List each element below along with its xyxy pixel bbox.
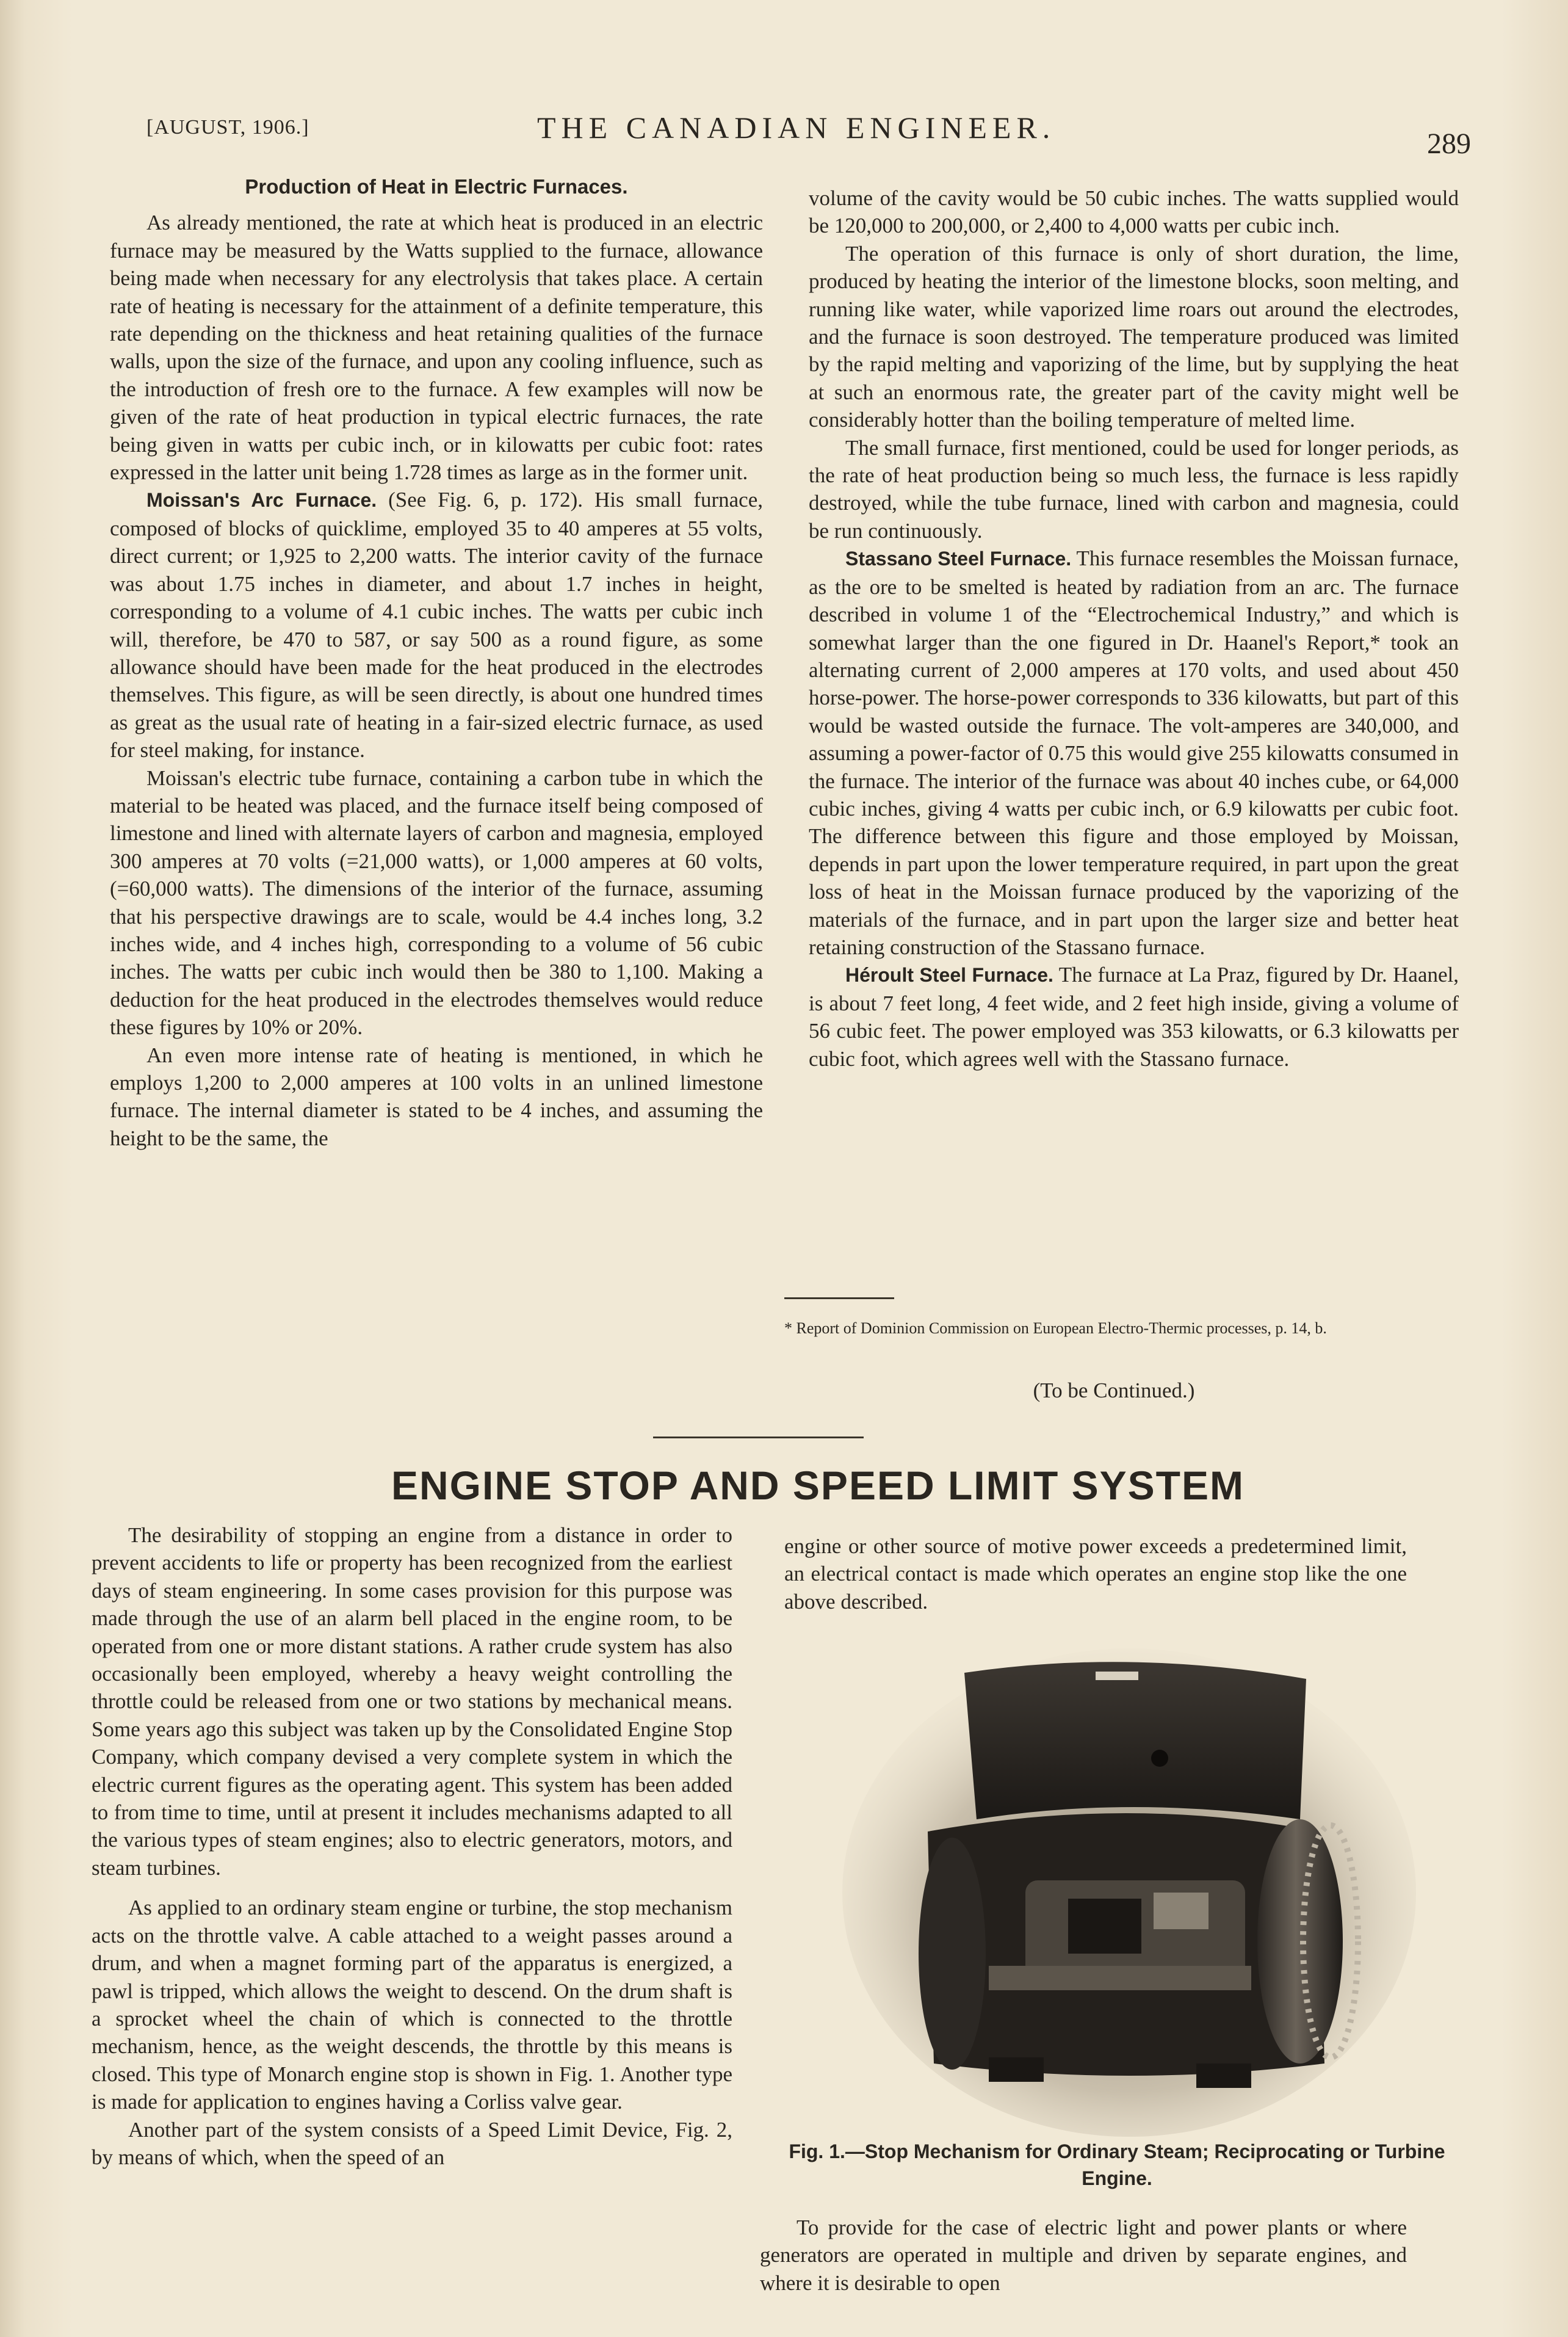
to-be-continued: (To be Continued.): [1033, 1379, 1195, 1402]
journal-title: THE CANADIAN ENGINEER.: [537, 111, 1056, 145]
article2-left-paragraph: The desirability of stopping an engine from a distance in order to prevent accidents to life or property has been recognized from the earliest days of steam engineering. In some cases provision for this purpose was made through the use of an alarm bell placed in the engine room, to be operated from one or more distant stations. A rather crude system has also occasionally been employed, whereby a heavy weight controlling the throttle could be released from one or two stations by mechanical means. Some years ago this subject was taken up by the Consolidated Engine Stop Company, which company devised a very complete system in which the electric current figures as the operating agent. This system has been added to from time to time, until at present it includes mechanisms adapted to all the various types of steam engines; also to electric generators, motors, and steam turbines.: [92, 1523, 732, 1880]
article2-right-bottom-text: To provide for the case of electric light and power plants or where generators are operated in multiple and driven by separate engines, and where it is desirable to open: [760, 2216, 1407, 2295]
article1-right-paragraph: [809, 545, 1459, 961]
article2-left-column: [92, 1521, 732, 2171]
article-separator: [653, 1437, 864, 1438]
run-in-heading: Stassano Steel Furnace.: [845, 548, 1072, 570]
page-number: 289: [1427, 128, 1471, 160]
issue-date: [AUGUST, 1906.]: [146, 116, 309, 139]
article2-right-bottom: [760, 2214, 1407, 2297]
article1-right-paragraph: [809, 961, 1459, 1073]
article1-right-paragraph: [809, 240, 1459, 434]
paragraph-text: Moissan's electric tube furnace, containing a carbon tube in which the material to be heated was placed, and the furnace itself being composed of limestone and lined with alternate layers of carbon and magnesia, employed 300 amperes at 70 volts (=21,000 watts), or 1,000 amperes at 60 volts, (=60,000 watts). The dimensions of the interior of the furnace, assuming that his perspective drawings are to scale, would be 4.4 inches long, 3.2 inches wide, and 4 inches high, corresponding to a volume of 56 cubic inches. The watts per cubic inch would then be 380 to 1,100. Making a deduction for the heat produced in the electrodes themselves would reduce these figures by 10% or 20%.: [110, 766, 763, 1040]
article1-left-paragraph: [110, 486, 763, 764]
article1-right-paragraph: [809, 184, 1459, 240]
paragraph-text: The small furnace, first mentioned, could be used for longer periods, as the rate of heat production being so much less, the furnace is less rapidly destroyed, while the tube furnace, lined with carbon and magnesia, could be run continuously.: [809, 435, 1459, 543]
figure-caption: Fig. 1.—Stop Mechanism for Ordinary Steam; Reciprocating or Turbine Engine.: [789, 2140, 1445, 2189]
article1-left-column: [110, 173, 763, 1152]
paragraph-text: volume of the cavity would be 50 cubic inches. The watts supplied would be 120,000 to 200,000, or 2,400 to 4,000 watts per cubic inch.: [809, 186, 1459, 238]
stop-mechanism-figure: [836, 1636, 1422, 2137]
paragraph-text: The operation of this furnace is only of short duration, the lime, produced by heating the interior of the limestone blocks, soon melting, and running like water, while vaporized lime roars out around the electrodes, and the furnace is soon destroyed. The temperature produced was limited by the rapid melting and vaporizing of the lime, but by supplying the heat at such an enormous rate, the greater part of the cavity might well be considerably hotter than the boiling temperature of melted lime.: [809, 241, 1459, 432]
article1-heading: Production of Heat in Electric Furnaces.: [245, 175, 628, 198]
article2-right-top: [784, 1532, 1407, 1615]
paragraph-text: This furnace resembles the Moissan furnace, as the ore to be smelted is heated by radiation from an arc. The furnace described in volume 1 of the “Electrochemical Industry,” and which is somewhat larger than the one figured in Dr. Haanel's Report,* took an alternating current of 2,000 amperes at 170 volts, and used about 450 horse-power. The horse-power corresponds to 336 kilowatts, but part of this would be wasted outside the furnace. The volt-amperes are 340,000, and assuming a power-factor of 0.75 this would give 255 kilowatts consumed in the furnace. The interior of the furnace was about 40 inches cube, or 64,000 cubic inches, giving 4 watts per cubic inch, or 6.9 kilowatts per cubic foot. The difference between this figure and those employed by Moissan, depends in part upon the lower temperature required, in part upon the great loss of heat in the Moissan furnace produced by the vaporizing of the materials of the furnace, and in part upon the larger size and better heat retaining construction of the Stassano furnace.: [809, 546, 1459, 959]
run-in-heading: Héroult Steel Furnace.: [845, 964, 1053, 987]
paragraph-text: (See Fig. 6, p. 172). His small furnace, composed of blocks of quicklime, employed 35 to 40 amperes at 55 volts, direct current; or 1,925 to 2,200 watts. The interior cavity of the furnace was about 1.75 inches in diameter, and about 1.7 inches in height, corresponding to a volume of 4.1 cubic inches. The watts per cubic inch will, therefore, be 470 to 587, or say 500 as a round figure, as some allowance should have been made for the heat produced in the electrodes themselves. This figure, as will be seen directly, is about one hundred times as great as the usual rate of heating in a fair-sized electric furnace, as used for steel making, for instance.: [110, 488, 763, 763]
footnote-rule: [784, 1297, 894, 1299]
article1-right-column: [809, 184, 1459, 1073]
article2-left-paragraph: Another part of the system consists of a Speed Limit Device, Fig. 2, by means of which, when the speed of an: [92, 2117, 732, 2169]
article1-left-paragraph: [110, 764, 763, 1042]
page-header: [146, 104, 1471, 159]
article1-left-paragraph: [110, 209, 763, 486]
paragraph-text: An even more intense rate of heating is mentioned, in which he employs 1,200 to 2,000 amperes at 100 volts in an unlined limestone furnace. The internal diameter is stated to be 4 inches, and assuming the height to be the same, the: [110, 1043, 763, 1150]
footnote: * Report of Dominion Commission on European Electro-Thermic processes, p. 14, b.: [784, 1319, 1327, 1337]
paragraph-text: The furnace at La Praz, figured by Dr. Haanel, is about 7 feet long, 4 feet wide, and 2 feet high inside, giving a volume of 56 cubic feet. The power employed was 353 kilowatts, or 6.3 kilowatts per cubic foot, which agrees well with the Stassano furnace.: [809, 963, 1459, 1071]
paragraph-text: As already mentioned, the rate at which heat is produced in an electric furnace may be measured by the Watts supplied to the furnace, allowance being made when necessary for any electrolysis that takes place. A certain rate of heating is necessary for the attainment of a definite temperature, this rate depending on the thickness and heat retaining qualities of the furnace walls, upon the size of the furnace, and upon any cooling influence, such as the introduction of fresh ore to the furnace. A few examples will now be given of the rate of heat production in typical electric furnaces, the rate being given in watts per cubic inch, or in kilowatts per cubic foot: rates expressed in the latter unit being 1.728 times as large as in the former unit.: [110, 211, 763, 485]
article2-left-paragraph: As applied to an ordinary steam engine or turbine, the stop mechanism acts on the throttle valve. A cable attached to a weight passes around a drum, and when a magnet forming part of the apparatus is energized, a pawl is tripped, which allows the weight to descend. On the drum shaft is a sprocket wheel the chain of which is connected to the throttle mechanism, hence, as the weight descends, the throttle by this means is closed. This type of Monarch engine stop is shown in Fig. 1. Another type is made for application to engines having a Corliss valve gear.: [92, 1896, 732, 2114]
article2-right-top-text: engine or other source of motive power exceeds a predetermined limit, an electrical contact is made which operates an engine stop like the one above described.: [784, 1534, 1407, 1614]
stop-mechanism-illustration: [836, 1636, 1422, 2137]
article1-right-paragraph: [809, 434, 1459, 545]
article1-left-paragraphs: [110, 209, 763, 1152]
article2-left-paragraphs: [92, 1521, 732, 2171]
article1-left-paragraph: [110, 1042, 763, 1153]
article2-title: ENGINE STOP AND SPEED LIMIT SYSTEM: [391, 1463, 1245, 1508]
article1-right-paragraphs: [809, 184, 1459, 1073]
run-in-heading: Moissan's Arc Furnace.: [146, 489, 377, 512]
